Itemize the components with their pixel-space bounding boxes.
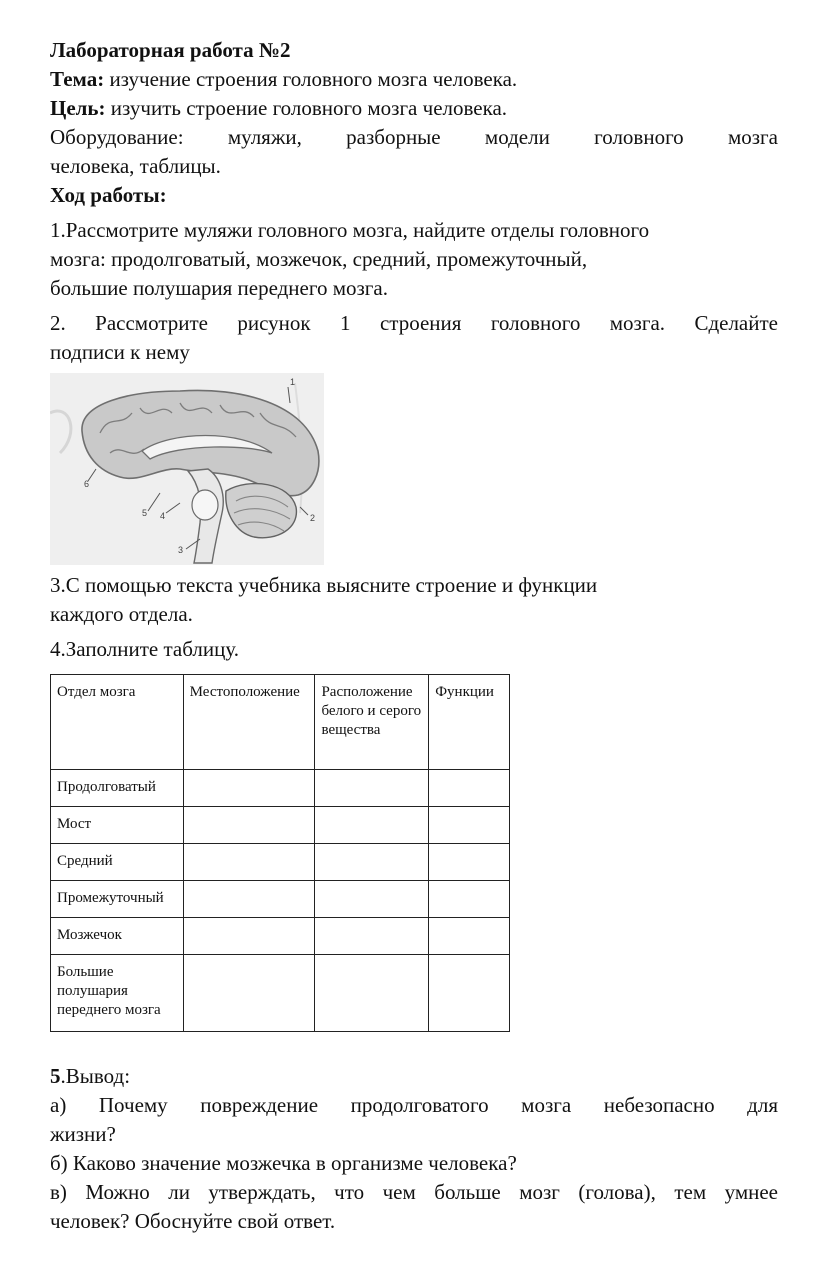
table-row xyxy=(51,844,510,881)
equipment-line-1: Оборудование: муляжи, разборные модели головного мозга xyxy=(50,125,778,149)
table-cell-empty[interactable] xyxy=(429,955,510,1032)
table-row xyxy=(51,770,510,807)
table-header-cell: Местоположение xyxy=(183,675,315,770)
question-a-line-1: а) Почему повреждение продолговатого мозга небезопасно для xyxy=(50,1093,778,1117)
goal-label: Цель: xyxy=(50,96,106,120)
step1-line-3: большие полушария переднего мозга. xyxy=(50,276,388,300)
table-cell-empty[interactable] xyxy=(183,807,315,844)
table-cell-empty[interactable] xyxy=(315,844,429,881)
table-cell-empty[interactable] xyxy=(315,918,429,955)
table-cell-empty[interactable] xyxy=(183,955,315,1032)
step3-line-2: каждого отдела. xyxy=(50,602,193,626)
table-row xyxy=(51,881,510,918)
table-row-label: Большие полушария переднего мозга xyxy=(51,955,184,1032)
table-row-label: Мозжечок xyxy=(51,918,184,955)
table-row-label: Продолговатый xyxy=(51,770,184,807)
brain-illustration xyxy=(50,373,324,565)
worksheet xyxy=(50,36,778,1236)
figure-label-5: 5 xyxy=(142,508,148,518)
table-cell-empty[interactable] xyxy=(183,918,315,955)
brain-table xyxy=(50,674,510,1032)
step2-line-1: 2. Рассмотрите рисунок 1 строения головного мозга. Сделайте xyxy=(50,311,778,335)
table-header-cell: Функции xyxy=(429,675,510,770)
figure-label-2: 2 xyxy=(310,513,316,523)
figure-label-4: 4 xyxy=(160,511,166,521)
table-cell-empty[interactable] xyxy=(183,770,315,807)
question-b: б) Каково значение мозжечка в организме человека? xyxy=(50,1151,517,1175)
table-cell-empty[interactable] xyxy=(429,918,510,955)
table-cell-empty[interactable] xyxy=(315,881,429,918)
table-row-label: Мост xyxy=(51,807,184,844)
table-cell-empty[interactable] xyxy=(429,770,510,807)
pons-shape xyxy=(192,490,218,520)
step2-line-2: подписи к нему xyxy=(50,340,190,364)
figure-label-3: 3 xyxy=(178,545,184,555)
table-row xyxy=(51,807,510,844)
table-cell-empty[interactable] xyxy=(429,844,510,881)
question-c-line-2: человек? Обоснуйте свой ответ. xyxy=(50,1209,336,1233)
step5-text: .Вывод: xyxy=(60,1064,131,1088)
table-cell-empty[interactable] xyxy=(315,770,429,807)
table-cell-empty[interactable] xyxy=(183,844,315,881)
step5-number: 5 xyxy=(50,1064,61,1088)
brain-figure xyxy=(50,373,324,565)
question-a-line-2: жизни? xyxy=(50,1122,116,1146)
step3-line-1: 3.С помощью текста учебника выясните строение и функции xyxy=(50,573,598,597)
table-row-label: Промежуточный xyxy=(51,881,184,918)
table-row-label: Средний xyxy=(51,844,184,881)
progress-heading: Ход работы: xyxy=(50,183,167,207)
table-header-cell: Отдел мозга xyxy=(51,675,184,770)
table-row xyxy=(51,918,510,955)
table-cell-empty[interactable] xyxy=(429,807,510,844)
worksheet-title: Лабораторная работа №2 xyxy=(50,38,291,62)
topic-text: изучение строения головного мозга человека. xyxy=(104,67,518,91)
table-cell-empty[interactable] xyxy=(429,881,510,918)
step4-line: 4.Заполните таблицу. xyxy=(50,637,239,661)
figure-label-1: 1 xyxy=(290,377,296,387)
step1-line-1: 1.Рассмотрите муляжи головного мозга, найдите отделы головного xyxy=(50,218,650,242)
topic-label: Тема: xyxy=(50,67,105,91)
table-header-row xyxy=(51,675,510,770)
step5-line xyxy=(50,1062,778,1091)
goal-line xyxy=(50,94,778,123)
table-row xyxy=(51,955,510,1032)
table-cell-empty[interactable] xyxy=(315,807,429,844)
question-c-line-1: в) Можно ли утверждать, что чем больше мозг (голова), тем умнее xyxy=(50,1180,778,1204)
figure-label-6: 6 xyxy=(84,479,90,489)
goal-text: изучить строение головного мозга человека. xyxy=(105,96,508,120)
table-header-cell: Расположение белого и серого вещества xyxy=(315,675,429,770)
table-cell-empty[interactable] xyxy=(315,955,429,1032)
topic-line xyxy=(50,65,778,94)
table-cell-empty[interactable] xyxy=(183,881,315,918)
step1-line-2: мозга: продолговатый, мозжечок, средний, промежуточный, xyxy=(50,247,588,271)
equipment-line-2: человека, таблицы. xyxy=(50,154,221,178)
